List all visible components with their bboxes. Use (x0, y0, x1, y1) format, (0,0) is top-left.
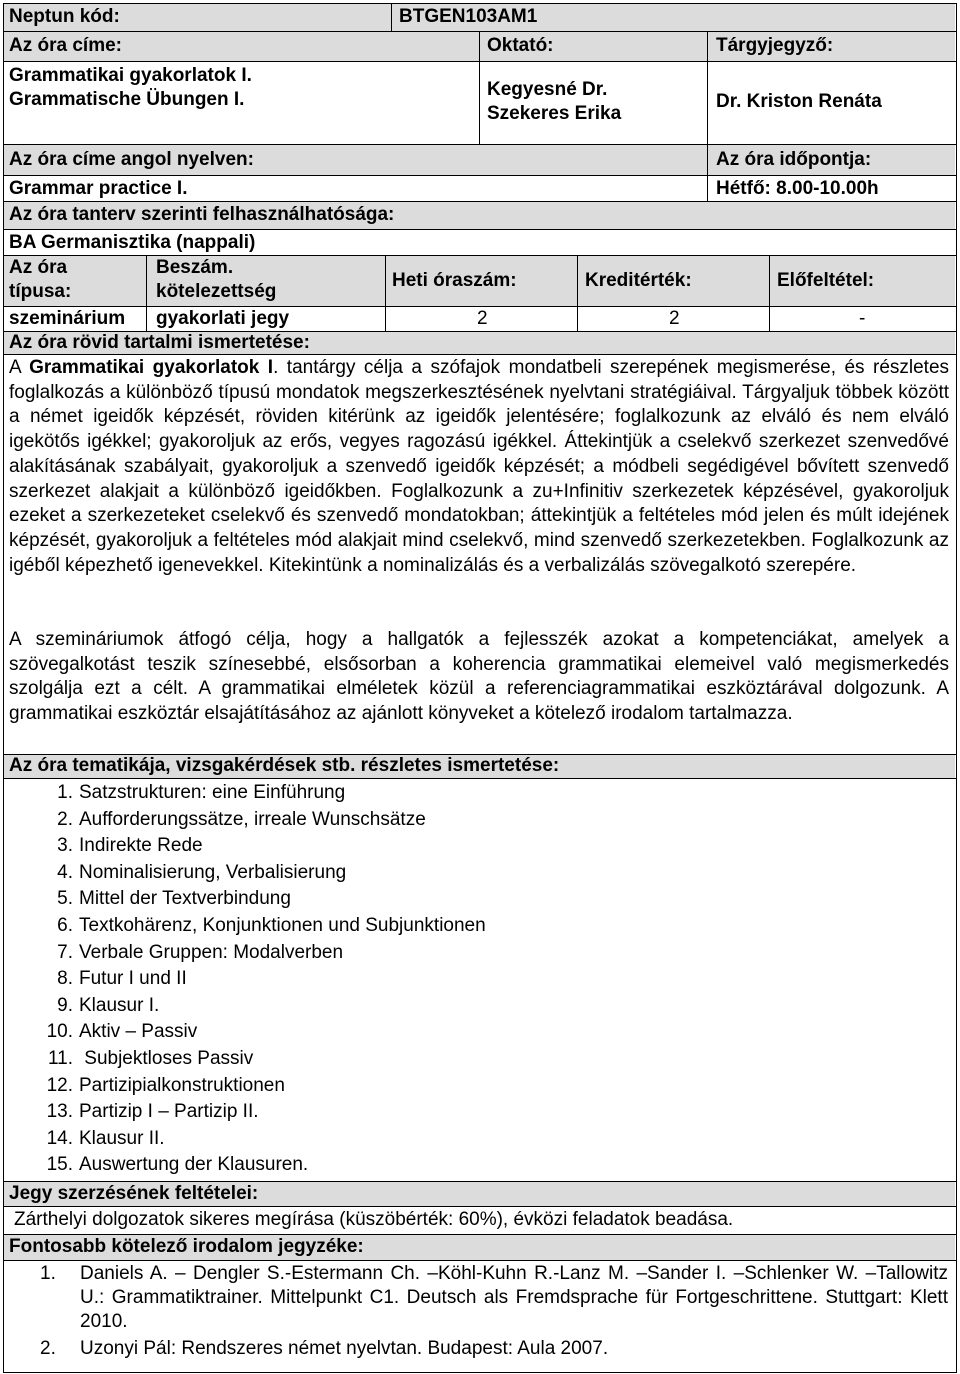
topic-text: Subjektloses Passiv (79, 1047, 254, 1069)
topic-item (40, 833, 486, 860)
summary-course-name: Grammatikai gyakorlatok I (29, 357, 274, 378)
rule (707, 31, 708, 144)
topic-item (40, 1099, 486, 1126)
topic-item (40, 993, 486, 1020)
summary-paragraph-2: A szemináriumok átfogó célja, hogy a hallgatók a fejlesszék azokat a kompetenciákat, amelyek a szövegalkotást teszik színesebbé, elsősorban a koherencia grammatikai elemeivel való megismerkedés szolgálja ezt a célt. A grammatikai elméletek közül a referenciagrammatikai eszköztárával dolgozunk. A grammatikai eszköztár elsajátításához az ajánlott könyveket a kötelező irodalom tartalmazza. (9, 629, 949, 725)
literature-item (40, 1337, 948, 1361)
req-label-line2: kötelezettség (156, 281, 277, 302)
topic-text: Textkohärenz, Konjunktionen und Subjunktionen (79, 914, 486, 936)
topic-item (40, 807, 486, 834)
rule (577, 255, 578, 331)
topic-text: Auswertung der Klausuren. (79, 1154, 309, 1176)
topic-text: Aktiv – Passiv (79, 1021, 198, 1043)
instructor-name-1: Kegyesné Dr. (487, 79, 608, 100)
topic-text: Klausur I. (79, 994, 160, 1016)
hours-value: 2 (477, 308, 488, 329)
title-en-label: Az óra címe angol nyelven: (9, 149, 254, 170)
topic-number: 1. (57, 782, 73, 803)
topic-number: 14. (46, 1127, 73, 1149)
topic-item (40, 1152, 486, 1179)
topic-number: 12. (46, 1074, 73, 1096)
title-en: Grammar practice I. (9, 178, 188, 199)
usage-value: BA Germanisztika (nappali) (9, 232, 256, 253)
rule (385, 255, 386, 331)
neptun-label: Neptun kód: (9, 6, 120, 27)
topic-text: Mittel der Textverbindung (79, 888, 291, 910)
topic-text: Satzstrukturen: eine Einführung (79, 782, 346, 803)
topic-number: 4. (57, 861, 73, 883)
rule (769, 255, 770, 331)
literature-number: 1. (40, 1263, 56, 1284)
topic-text: Klausur II. (79, 1127, 165, 1149)
time-value: Hétfő: 8.00-10.00h (716, 178, 879, 199)
topic-text: Verbale Gruppen: Modalverben (79, 941, 344, 963)
topic-item (40, 913, 486, 940)
prereq-value: - (859, 308, 866, 329)
req-label-line1: Beszám. (156, 257, 234, 278)
title-hu: Grammatikai gyakorlatok I. (9, 65, 252, 86)
topic-number: 11. (47, 1047, 73, 1069)
topic-number: 6. (57, 914, 73, 936)
summary-prefix: A (9, 357, 30, 378)
topic-item (40, 1073, 486, 1100)
summary-label: Az óra rövid tartalmi ismertetése: (9, 332, 310, 353)
topic-number: 5. (57, 888, 73, 910)
recorder-label: Tárgyjegyző: (716, 35, 834, 56)
rule (707, 144, 708, 201)
topic-number: 3. (57, 835, 73, 857)
hours-label: Heti óraszám: (392, 270, 517, 291)
literature-label: Fontosabb kötelező irodalom jegyzéke: (9, 1236, 364, 1257)
topic-text: Nominalisierung, Verbalisierung (79, 861, 347, 883)
topic-text: Aufforderungssätze, irreale Wunschsätze (79, 808, 426, 830)
rule (479, 31, 480, 144)
instructor-name-2: Szekeres Erika (487, 103, 622, 124)
topic-number: 10. (46, 1021, 73, 1043)
topic-number: 2. (57, 808, 73, 830)
type-label-line1: Az óra (9, 257, 68, 278)
topic-number: 13. (46, 1101, 73, 1123)
credit-value: 2 (669, 308, 680, 329)
topic-item (40, 860, 486, 887)
req-value: gyakorlati jegy (156, 308, 290, 329)
topic-item (40, 1046, 486, 1073)
rule (3, 175, 956, 176)
topic-text: Partizip I – Partizip II. (79, 1101, 259, 1123)
prereq-label: Előfeltétel: (777, 270, 875, 291)
topic-item (40, 1019, 486, 1046)
topic-text: Partizipialkonstruktionen (79, 1074, 285, 1096)
recorder-name: Dr. Kriston Renáta (716, 91, 882, 112)
summary-body: . tantárgy célja a szófajok mondatbeli szerepének megismerése, és részletes foglalkozás a különböző típusú mondatok megszerkesztésének nyelvtani stratégiáival. Tárgyaljuk többek között a német igeidők képzését, röviden kitérünk az igeidők jelentésére; foglalkozunk az elváló és nem elváló igekötős igékkel; gyakoroljuk az erős, vegyes ragozású igékkel. Áttekintjük a cselekvő szerkezet szenvedővé alakításának szabályait, gyakoroljuk a szenvedő igeidők képzését; a módbeli segédigével bővített szenvedő szerkezet alakjait a különböző igeidőkben. Foglalkozunk a zu+Infinitiv szerkezetek képzésével, gyakoroljuk ezeket a szerkezeteket cselekvő és szenvedő mondatokban; áttekintjük a feltételes mód jelen és múlt idejének képzését, gyakoroljuk a feltételes mód alakjait mind cselekvő, mind szenvedő szerkezetekben. Foglalkozunk az igéből képezhető igenevekkel. Kitekintünk a nominalizálás és a verbalizálás szövegalkotó szerepére. (9, 357, 950, 576)
type-value: szeminárium (9, 308, 126, 329)
title-label: Az óra címe: (9, 35, 122, 56)
rule (3, 1206, 956, 1207)
topic-item (40, 966, 486, 993)
title-de: Grammatische Übungen I. (9, 89, 245, 110)
topic-item (40, 940, 486, 967)
rule (3, 229, 956, 230)
topics-list (40, 780, 486, 1179)
type-label-line2: típusa: (9, 281, 72, 302)
literature-item (40, 1262, 948, 1334)
rule (3, 201, 956, 202)
rule (3, 144, 956, 145)
instructor-label: Oktató: (487, 35, 554, 56)
topic-number: 8. (57, 968, 73, 990)
credit-label: Kreditérték: (585, 270, 692, 291)
topic-number: 7. (57, 941, 73, 963)
summary-paragraph-1 (9, 356, 949, 578)
literature-number: 2. (40, 1338, 56, 1359)
rule (146, 255, 147, 331)
grading-text: Zárthelyi dolgozatok sikeres megírása (küszöbérték: 60%), évközi feladatok beadása. (14, 1209, 734, 1230)
topics-label: Az óra tematikája, vizsgakérdések stb. részletes ismertetése: (9, 755, 560, 776)
neptun-code: BTGEN103AM1 (399, 6, 538, 27)
topic-text: Futur I und II (79, 968, 187, 990)
rule (391, 3, 392, 31)
time-label: Az óra időpontja: (716, 149, 872, 170)
literature-list (40, 1262, 948, 1361)
topic-number: 15. (46, 1154, 73, 1176)
topic-item (40, 780, 486, 807)
usage-label: Az óra tanterv szerinti felhasználhatósága: (9, 204, 395, 225)
literature-text: Uzonyi Pál: Rendszeres német nyelvtan. Budapest: Aula 2007. (80, 1338, 609, 1359)
topic-item (40, 886, 486, 913)
rule (3, 778, 956, 779)
rule (3, 1260, 956, 1261)
topic-item (40, 1126, 486, 1153)
grading-label: Jegy szerzésének feltételei: (9, 1183, 259, 1204)
topic-text: Indirekte Rede (79, 835, 203, 857)
topic-number: 9. (57, 994, 73, 1016)
literature-text: Daniels A. – Dengler S.-Estermann Ch. –Köhl-Kuhn R.-Lanz M. –Sander I. –Schlenker W. –Tallowitz U.: Grammatiktrainer. Mittelpunkt C1. Deutsch als Fremdsprache für Fortgeschrittene. Stuttgart: Klett 2010. (80, 1263, 948, 1332)
